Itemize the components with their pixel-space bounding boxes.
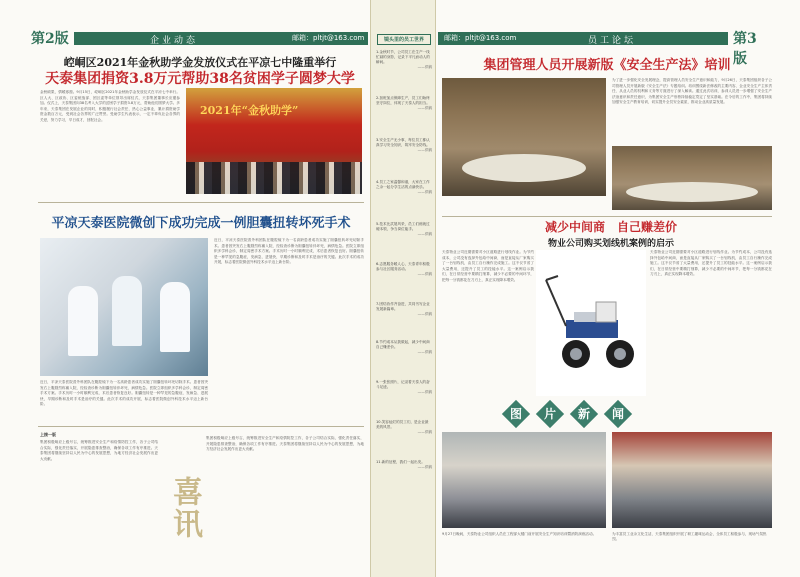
photo-news-char: 图 (502, 400, 530, 428)
right-article2-body-left: 天泰物业公司近期需要对小区道路进行划线作业。为节约成本，公司没有选择外包给中间商，而是直接从厂家购买了一台划线机，由员工自行操作完成施工。这不仅节省了大量费用，还提升了员工的技能水平。这一案例启示我们，在日常经营中要精打细算，减少不必要的中间环节，把每一分钱都花在刀刃上，真正实现降本增效。 (442, 250, 534, 282)
article2-body-cont: 近日，平凉天泰医院普外科团队在腹腔镜下为一名高龄患者成功实施了胆囊扭转坏死切除手术。患者因突发右上腹剧烈疼痛入院，经检查诊断为胆囊扭转伴坏死，病情危急。医院立即组织多学科会诊，制定周密手术方案。手术历时一小时顺利完成，术后患者恢复良好。胆囊扭转是一种罕见的急腹症，发病急、进展快，早期诊断和及时手术是治疗的关键。此次手术的成功开展，标志着医院微创外科技术水平迈上新台阶。 (40, 380, 208, 407)
list-item: 7.团结协作齐奋进，共同书写企业发展新篇章。 ——供稿 (376, 302, 432, 316)
meeting-photo (442, 78, 606, 196)
doctor-figure (68, 286, 98, 356)
page-header-left (32, 32, 368, 45)
list-item: 3.安全生产无小事，每位员工都认真学习安全知识，筑牢安全防线。 ——供稿 (376, 138, 432, 152)
doctor-figure (160, 282, 190, 352)
page-number-right: 第3版 (728, 28, 772, 68)
right-article1-body: 为了进一步强化安全发展理念，提高管理人员安全生产意识和能力，9月26日，天泰集团组织各子公司管理人员开展新版《安全生产法》专题培训。培训围绕新法修改的主要内容、企业安全生产主体责任、从业人员的权利和义务等方面进行了深入解读。通过此次培训，参训人员进一步增强了安全生产法治意识和责任意识，为集团安全生产形势持续稳定奠定了坚实基础。在今后的工作中，集团将持续加强安全生产教育培训，切实提升全员安全素质，推动企业高质量发展。 (612, 78, 772, 105)
section-name-left: 企业动态 (150, 36, 199, 46)
list-item: 1.金秋时节，公司员工在生产一线忙碌的身影，记录下平凡而动人的瞬间。 ——供稿 (376, 50, 432, 69)
right-article2-body-right: 天泰物业公司近期需要对小区道路进行划线作业。为节约成本，公司没有选择外包给中间商，而是直接从厂家购买了一台划线机，由员工自行操作完成施工。这不仅节省了大量费用，还提升了员工的技能水平。这一案例启示我们，在日常经营中要精打细算，减少不必要的中间环节，把每一分钱都花在刀刃上，真正实现降本增效。 (650, 250, 772, 277)
doctor-figure (112, 276, 142, 346)
meeting-photo-2 (612, 146, 772, 210)
photo-caption-left: 9月27日晚间，天泰物业公司组织人员在工程部大楼门前开展安全生产知识培训暨消防演练活动。 (442, 532, 597, 536)
list-item: 6.志愿服务暖人心，天泰青年积极参与社区服务活动。 ——供稿 (376, 262, 432, 276)
group-photo-right (612, 432, 772, 528)
photo-caption-right: 为丰富员工业余文化生活，天泰集团组织开展了职工趣味运动会，全体员工积极参与，现场气氛热烈。 (612, 532, 767, 541)
column-big-chars: 喜讯 (167, 476, 202, 540)
list-item: 4.员工之家温馨和谐，大家在工作之余一起分享生活的点滴快乐。 ——供稿 (376, 180, 432, 194)
article1-body: 金秋硕果，情暖寒窗。9月15日，崆峒区2021年金秋助学金发放仪式在平凉七中举行。区人大、区政协、区委统战部、团区委等单位领导出席仪式，天泰集团董事长应邀参加。仪式上，天泰集团向38名考入大学的贫困学子捐资3.8万元，帮助他们圆梦大学。多年来，天泰集团在发展企业的同时，积极履行社会责任，热心公益事业，累计捐资助学资金数百万元，受到社会各界的广泛赞誉。受助学生代表表示，一定不辜负社会各界的关爱，努力学习，早日成才，回报社会。 (40, 90, 180, 122)
machine-wheel-hub (570, 348, 582, 360)
meeting-table (462, 154, 586, 182)
group-photo-left (442, 432, 606, 528)
middle-column-title: 镜头里的员工世界 (377, 34, 431, 45)
divider (38, 426, 364, 427)
right-article2-slogan: 减少中间商 自己赚差价 (544, 220, 677, 234)
list-item: 2.加班加点保障生产，员工们始终坚守岗位，体现了天泰人的担当。 ——供稿 (376, 96, 432, 110)
section-name-right: 员工论坛 (588, 36, 637, 46)
ceremony-people (186, 162, 362, 194)
email-left[interactable]: 邮箱：pltjt@163.com (292, 34, 365, 42)
machine-illustration (536, 250, 646, 396)
surgery-photo (40, 238, 208, 376)
machine-body (566, 320, 618, 338)
list-item: 5.技术比武展风采，员工们练就过硬本领，争当岗位能手。 ——供稿 (376, 222, 432, 236)
ceremony-banner-text: 2021年“金秋助学” (200, 104, 299, 117)
column-heading: 上接一版 (40, 432, 56, 437)
article2-body: 近日，平凉天泰医院普外科团队在腹腔镜下为一名高龄患者成功实施了胆囊扭转坏死切除手术。患者因突发右上腹剧烈疼痛入院，经检查诊断为胆囊扭转伴坏死，病情危急。医院立即组织多学科会诊，制定周密手术方案。手术历时一小时顺利完成，术后患者恢复良好。胆囊扭转是一种罕见的急腹症，发病急、进展快，早期诊断和及时手术是治疗的关键。此次手术的成功开展，标志着医院微创外科技术水平迈上新台阶。 (214, 238, 364, 265)
ceremony-photo (186, 88, 362, 194)
article1-title: 天泰集团捐资3.8万元帮助38名贫困学子圆梦大学 (45, 71, 355, 87)
photo-news-title (506, 404, 628, 424)
divider (442, 216, 772, 217)
column-body-right: 集团积极响应上级号召，统筹推进安全生产和疫情防控工作，各子公司结合实际，强化责任落实，开展隐患排查整治，确保各项工作有序推进。天泰集团将继续坚持以人民为中心的发展思想，为地方经济社会发展作出更大贡献。 (206, 436, 364, 452)
right-page (436, 0, 800, 577)
article2-title: 平凉天泰医院微创下成功完成一例胆囊扭转坏死手术 (51, 216, 351, 231)
column-body-left: 集团积极响应上级号召，统筹推进安全生产和疫情防控工作，各子公司结合实际，强化责任落实，开展隐患排查整治，确保各项工作有序推进。天泰集团将继续坚持以人民为中心的发展思想，为地方经济社会发展作出更大贡献。 (40, 440, 158, 461)
list-item: 8.节约成本从我做起，减少中间商自己赚差价。 ——供稿 (376, 340, 432, 354)
machine-wheel-hub (614, 348, 626, 360)
page-number-left: 第2版 (26, 28, 74, 48)
right-article2-title: 物业公司购买划线机案例的启示 (547, 239, 674, 249)
line-marking-machine-photo (536, 250, 646, 396)
list-item: 10.笑容灿烂的员工们，是企业最美的风景。 ——供稿 (376, 420, 432, 434)
machine-handle (546, 280, 566, 326)
list-item: 9.一张张照片，记录着天泰人的奋斗足迹。 ——供稿 (376, 380, 432, 394)
machine-tank (596, 302, 616, 322)
middle-column (370, 0, 436, 577)
photo-news-char: 新 (570, 400, 598, 428)
email-right[interactable]: 邮箱：pltjt@163.com (444, 34, 517, 42)
right-article1-title: 集团管理人员开展新版《安全生产法》培训 (483, 58, 731, 73)
left-page (0, 0, 370, 577)
divider (38, 202, 364, 203)
photo-news-char: 片 (536, 400, 564, 428)
list-item: 11.新的征程，我们一起出发。 ——供稿 (376, 460, 432, 469)
meeting-table (626, 182, 758, 202)
article1-subtitle: 崆峒区2021年金秋助学金发放仪式在平凉七中隆重举行 (63, 56, 337, 69)
machine-handle-grip (546, 276, 558, 280)
photo-news-char: 闻 (604, 400, 632, 428)
